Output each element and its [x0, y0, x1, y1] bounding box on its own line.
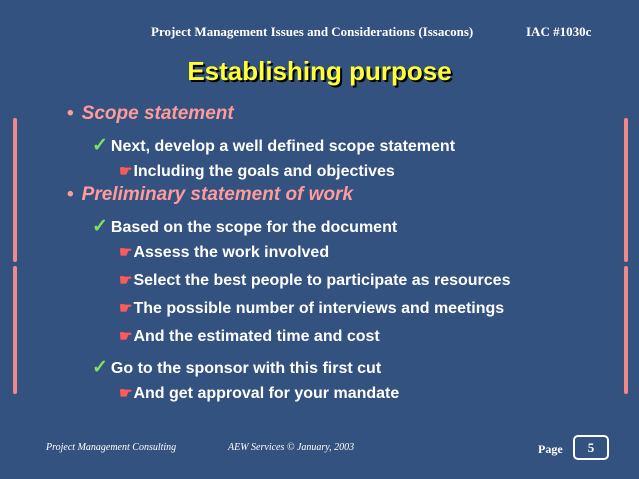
bullet-text: Go to the sponsor with this first cut — [110, 360, 382, 377]
bullet-text: Next, develop a well defined scope statement — [110, 138, 456, 155]
check-mark-icon: ✓ — [92, 216, 108, 237]
footer-copyright: AEW Services © January, 2003 — [228, 442, 355, 453]
bullet-level3 — [119, 384, 399, 403]
bullet-level3 — [119, 271, 510, 290]
bullet-level3 — [119, 162, 395, 181]
pointing-hand-icon: ☛ — [119, 272, 133, 289]
pointing-hand-icon: ☛ — [119, 300, 133, 317]
page-number: 5 — [587, 440, 595, 455]
check-mark-icon: ✓ — [92, 135, 108, 156]
bullet-text: The possible number of interviews and meetings — [133, 300, 505, 317]
slide-title: Establishing purpose — [187, 56, 452, 86]
bullet-level2 — [92, 215, 397, 238]
footer-company: Project Management Consulting — [46, 442, 177, 453]
bullet-dot-icon: • — [67, 103, 74, 124]
bullet-level3 — [119, 299, 504, 318]
pointing-hand-icon: ☛ — [119, 163, 133, 180]
bullet-text: Select the best people to participate as resources — [133, 272, 511, 289]
bullet-text: Scope statement — [81, 103, 234, 124]
page-number-box — [573, 435, 609, 460]
pointing-hand-icon: ☛ — [119, 385, 133, 402]
bullet-level2 — [92, 356, 381, 379]
header-code: IAC #1030c — [526, 24, 592, 39]
header-subject: Project Management Issues and Considerations (Issacons) — [151, 24, 474, 39]
bullet-level1 — [67, 103, 234, 125]
bullet-text: And the estimated time and cost — [133, 328, 380, 345]
bullet-level1 — [67, 184, 353, 206]
page-label: Page — [538, 442, 563, 456]
bullet-text: Based on the scope for the document — [110, 219, 398, 236]
bullet-text: Including the goals and objectives — [133, 163, 395, 180]
bullet-text: Preliminary statement of work — [81, 184, 354, 205]
bullet-text: And get approval for your mandate — [133, 385, 400, 402]
pointing-hand-icon: ☛ — [119, 244, 133, 261]
pointing-hand-icon: ☛ — [119, 328, 133, 345]
bullet-dot-icon: • — [67, 184, 74, 205]
check-mark-icon: ✓ — [92, 357, 108, 378]
bullet-level3 — [119, 327, 380, 346]
bullet-level2 — [92, 134, 455, 157]
bullet-text: Assess the work involved — [133, 244, 330, 261]
bullet-level3 — [119, 243, 329, 262]
